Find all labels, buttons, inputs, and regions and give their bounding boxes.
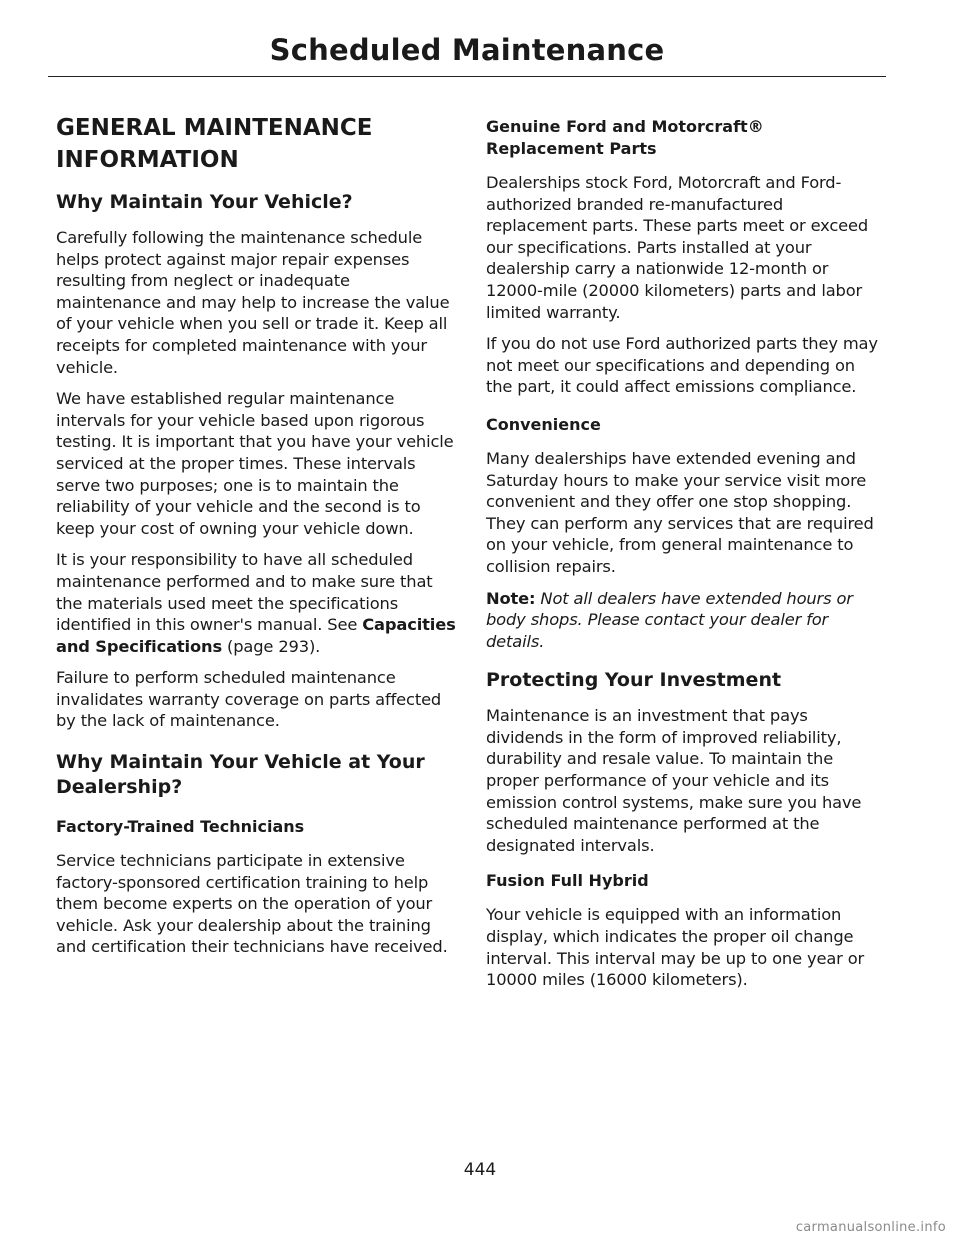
- section-title-line-1: GENERAL MAINTENANCE: [56, 115, 373, 141]
- paragraph-convenience: Many dealerships have extended evening and Saturday hours to make your service visit more convenient and they offer one stop shopping. They can perform any services that are required on your vehicle, from general maintenance to collision repairs.: [486, 448, 874, 576]
- capacities-link[interactable]: Capacities and Specifications: [56, 615, 456, 656]
- paragraph-authorized-parts: If you do not use Ford authorized parts they may not meet our specifications and depending on the part, it could affect emissions compliance.: [486, 334, 878, 397]
- note-label: Note:: [486, 588, 536, 608]
- note-paragraph: [486, 588, 886, 653]
- paragraph-maintenance-intervals: We have established regular maintenance intervals for your vehicle based upon rigorous testing. It is important that you have your vehicle serviced at the proper times. These intervals serve two purposes; one is to maintain the reliability of your vehicle and the second is to keep your cost of owning your vehicle down.: [56, 389, 454, 538]
- investment-heading: Protecting Your Investment: [486, 669, 782, 692]
- dealership-heading: Why Maintain Your Vehicle at Your Dealership?: [56, 751, 425, 799]
- convenience-heading: Convenience: [486, 414, 601, 434]
- page-reference: (page 293).: [222, 636, 321, 656]
- paragraph-replacement-parts: Dealerships stock Ford, Motorcraft and Ford-authorized branded re-manufactured replacement parts. These parts meet or exceed our specifications. Parts installed at your dealership carry a nationwide 12-month or 12000-mile (20000 kilometers) parts and labor limited warranty.: [486, 173, 869, 322]
- technicians-heading: Factory-Trained Technicians: [56, 817, 305, 837]
- page-header: [48, 30, 886, 70]
- paragraph-hybrid: Your vehicle is equipped with an information display, which indicates the proper oil change interval. This interval may be up to one year or 10000 miles (16000 kilometers).: [486, 905, 865, 990]
- paragraph-maintenance-schedule: Carefully following the maintenance schedule helps protect against major repair expenses resulting from neglect or inadequate maintenance and may help to increase the value of your vehicle when you sell or trade it. Keep all receipts for completed maintenance with your vehicle.: [56, 228, 450, 377]
- header-divider: [48, 76, 886, 77]
- paragraph-warranty: Failure to perform scheduled maintenance invalidates warranty coverage on parts affected by the lack of maintenance.: [56, 668, 442, 731]
- note-text: Not all dealers have extended hours or body shops. Please contact your dealer for details.: [486, 588, 853, 651]
- right-column: [486, 116, 886, 1001]
- page-title: Scheduled Maintenance: [269, 33, 665, 67]
- section-title-line-2: INFORMATION: [56, 147, 239, 173]
- hybrid-heading: Fusion Full Hybrid: [486, 871, 649, 891]
- parts-heading: Genuine Ford and Motorcraft® Replacement Parts: [486, 117, 764, 158]
- watermark: carmanualsonline.info: [795, 1220, 946, 1235]
- paragraph-responsibility: [56, 549, 456, 657]
- responsibility-text: It is your responsibility to have all scheduled maintenance performed and to make sure that the materials used meet the specifications identified in this owner's manual. See: [56, 550, 433, 635]
- left-column: [56, 112, 456, 968]
- page-number: 444: [463, 1160, 497, 1180]
- paragraph-technicians: Service technicians participate in extensive factory-sponsored certification training to help them become experts on the operation of your vehicle. Ask your dealership about the training and certification their technicians have received.: [56, 851, 448, 957]
- why-maintain-heading: Why Maintain Your Vehicle?: [56, 191, 353, 213]
- paragraph-investment: Maintenance is an investment that pays dividends in the form of improved reliability, durability and resale value. To maintain the proper performance of your vehicle and its emission control systems, make sure you have scheduled maintenance performed at the designated intervals.: [486, 706, 862, 855]
- section-title: [56, 112, 456, 176]
